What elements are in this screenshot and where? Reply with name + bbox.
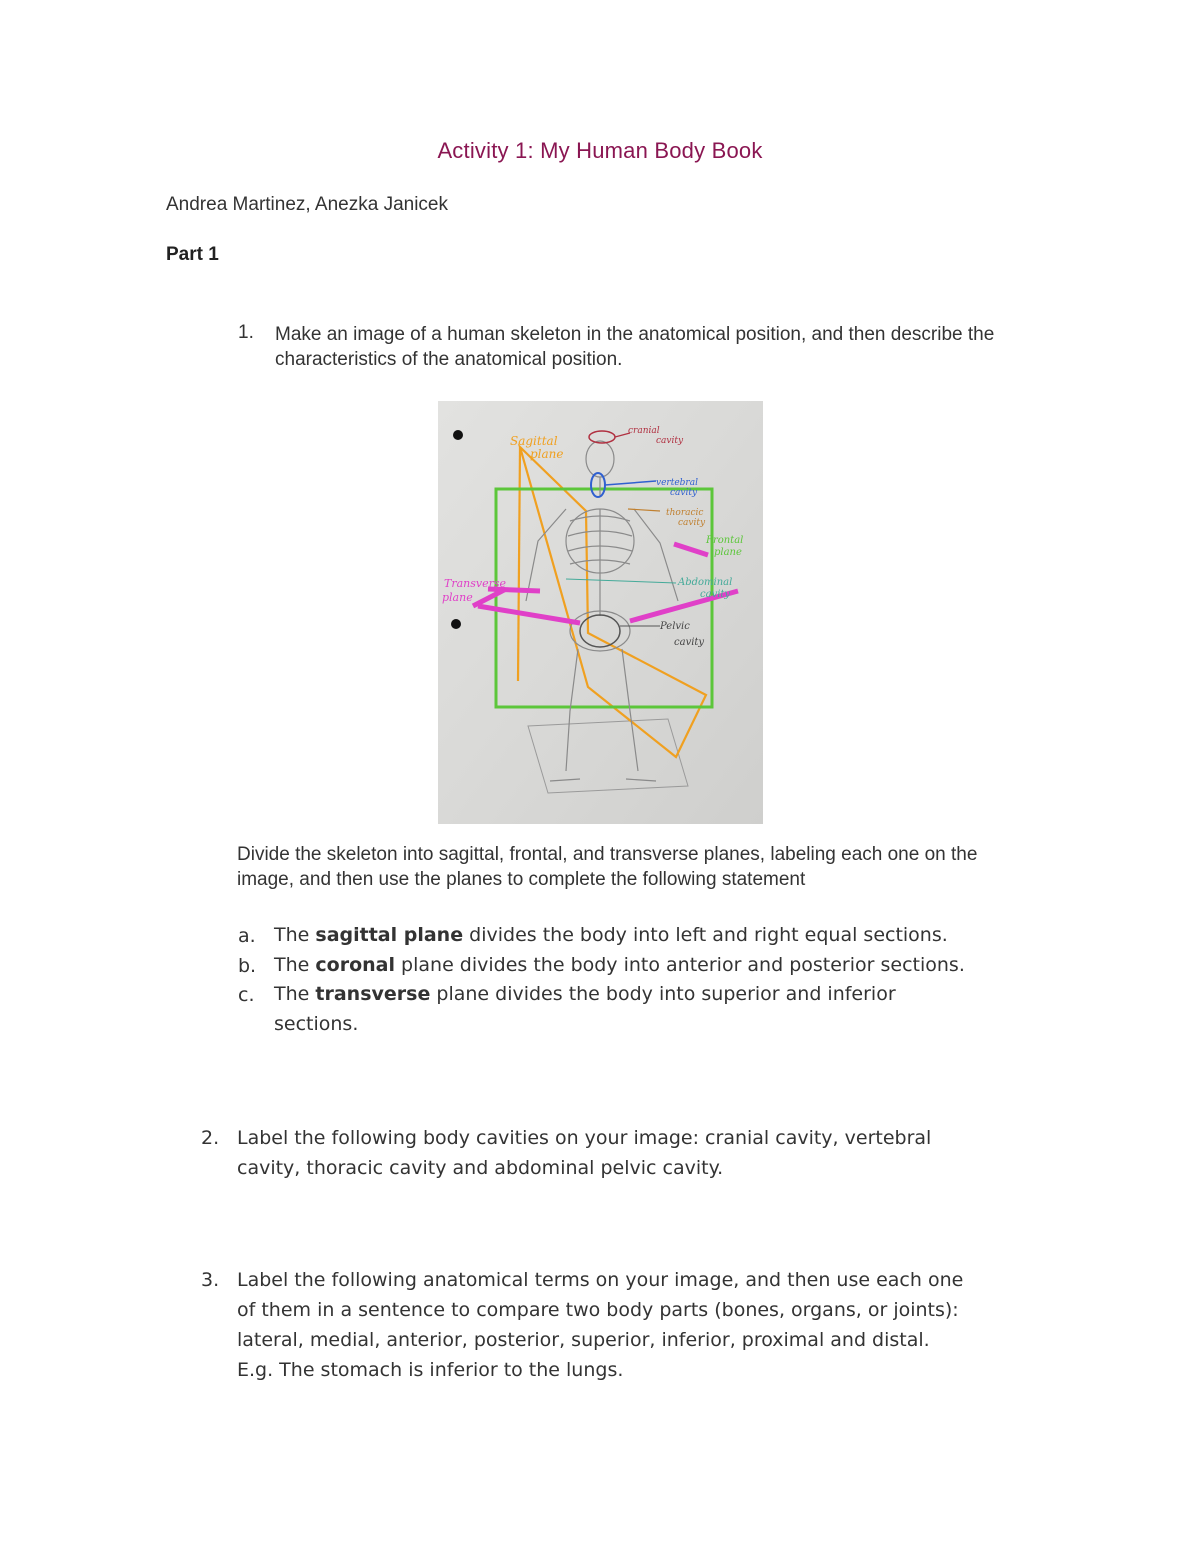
question-2-line-2: cavity, thoracic cavity and abdominal pelvic cavity. [237,1157,724,1179]
svg-text:plane: plane [530,447,564,461]
skeleton-drawing-photo [438,401,763,824]
statement-b: The coronal plane divides the body into anterior and posterior sections. [274,954,965,976]
svg-text:plane: plane [442,591,473,604]
statement-c-term: transverse [315,983,431,1005]
statement-c-label: c. [238,984,255,1006]
question-3-line-4: E.g. The stomach is inferior to the lungs. [237,1359,624,1381]
vertebral-label: vertebral [656,478,698,488]
question-3-line-1: Label the following anatomical terms on your image, and then use each one [237,1269,964,1291]
pelvic-label: Pelvic [660,621,690,632]
svg-text:cavity: cavity [678,518,706,528]
transverse-label: Transverse [444,577,507,590]
statement-b-term: coronal [315,954,395,976]
authors: Andrea Martinez, Anezka Janicek [166,194,448,215]
page-title: Activity 1: My Human Body Book [437,138,763,163]
frontal-label: Frontal [706,535,744,546]
thoracic-label: thoracic [666,508,704,518]
statement-a-term: sagittal plane [315,924,464,946]
cranial-label: cranial [628,426,660,436]
binder-hole [453,430,463,440]
question-1-text: Make an image of a human skeleton in the anatomical position, and then describe the characteristics of the anatomical position. [275,324,995,370]
question-3-number: 3. [201,1269,220,1291]
statement-b-label: b. [238,955,257,977]
svg-text:cavity: cavity [700,589,731,600]
question-2-line-1: Label the following body cavities on your image: cranial cavity, vertebral [237,1127,932,1149]
question-2-number: 2. [201,1127,220,1149]
svg-text:plane: plane [714,547,742,558]
statement-a: The sagittal plane divides the body into left and right equal sections. [274,924,948,946]
svg-text:cavity: cavity [656,436,684,446]
abdominal-label: Abdominal [678,577,733,588]
statement-c-continuation: sections. [274,1013,359,1035]
part-heading: Part 1 [166,244,219,265]
statement-a-label: a. [238,925,256,947]
question-3-line-3: lateral, medial, anterior, posterior, superior, inferior, proximal and distal. [237,1329,930,1351]
question-3-line-2: of them in a sentence to compare two body parts (bones, organs, or joints): [237,1299,959,1321]
svg-text:cavity: cavity [670,488,698,498]
binder-hole [451,619,461,629]
statement-c: The transverse plane divides the body into superior and inferior [274,983,896,1005]
instruction-text: Divide the skeleton into sagittal, frontal, and transverse planes, labeling each one on the image, and then use the planes to complete the following statement [237,844,978,890]
sagittal-label: Sagittal [510,434,558,448]
svg-text:cavity: cavity [674,637,705,648]
question-1-number: 1. [238,322,254,343]
